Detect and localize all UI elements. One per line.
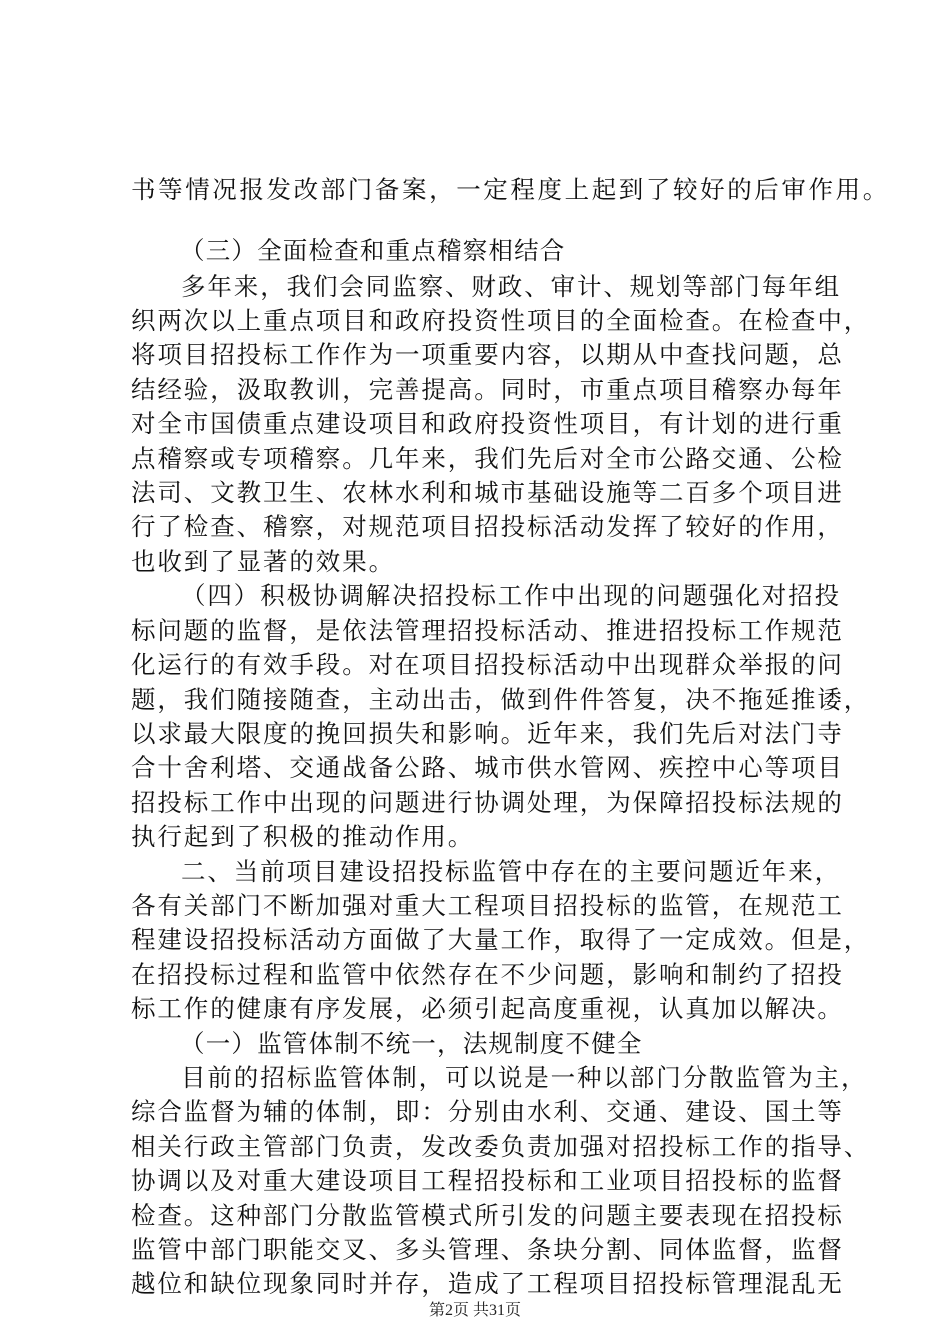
section-heading: 二、当前项目建设招投标监管中存在的主要问题近年来， <box>181 857 841 886</box>
body-line: 程建设招投标活动方面做了大量工作，取得了一定成效。但是， <box>131 925 871 954</box>
body-line: 结经验，汲取教训，完善提高。同时，市重点项目稽察办每年 <box>131 375 844 404</box>
body-line: 越位和缺位现象同时并存，造成了工程项目招投标管理混乱无 <box>131 1269 844 1298</box>
body-line: 对全市国债重点建设项目和政府投资性项目，有计划的进行重 <box>131 409 844 438</box>
body-line: 点稽察或专项稽察。几年来，我们先后对全市公路交通、公检 <box>131 444 844 473</box>
body-line: 各有关部门不断加强对重大工程项目招投标的监管，在规范工 <box>131 891 844 920</box>
body-line: 题，我们随接随查，主动出击，做到件件答复，决不拖延推诿， <box>131 685 871 714</box>
body-line: 标问题的监督，是依法管理招投标活动、推进招投标工作规范 <box>131 616 844 645</box>
body-line: 标工作的健康有序发展，必须引起高度重视，认真加以解决。 <box>131 994 844 1023</box>
section-heading: （一）监管体制不统一，法规制度不健全 <box>180 1029 643 1058</box>
body-line: 执行起到了积极的推动作用。 <box>131 822 475 851</box>
body-line: 也收到了显著的效果。 <box>131 547 395 576</box>
body-line: 法司、文教卫生、农林水利和城市基础设施等二百多个项目进 <box>131 478 844 507</box>
page-number-footer: 第2页 共31页 <box>428 1302 521 1319</box>
body-line: 招投标工作中出现的问题进行协调处理，为保障招投标法规的 <box>131 788 844 817</box>
body-line: 以求最大限度的挽回损失和影响。近年来，我们先后对法门寺 <box>131 719 844 748</box>
body-line: （四）积极协调解决招投标工作中出现的问题强化对招投 <box>181 581 841 610</box>
section-heading: （三）全面检查和重点稽察相结合 <box>180 236 566 265</box>
body-line: 检查。这种部门分散监管模式所引发的问题主要表现在招投标 <box>131 1201 844 1230</box>
body-line: 将项目招投标工作作为一项重要内容，以期从中查找问题，总 <box>131 340 844 369</box>
body-line: 协调以及对重大建设项目工程招投标和工业项目招投标的监督 <box>131 1166 844 1195</box>
body-line: 相关行政主管部门负责，发改委负责加强对招投标工作的指导、 <box>131 1132 871 1161</box>
body-line: 行了检查、稽察，对规范项目招投标活动发挥了较好的作用， <box>131 512 844 541</box>
body-line: 目前的招标监管体制，可以说是一种以部门分散监管为主， <box>181 1063 868 1092</box>
body-line: 监管中部门职能交叉、多头管理、条块分割、同体监督，监督 <box>131 1235 844 1264</box>
body-line: 综合监督为辅的体制，即：分别由水利、交通、建设、国土等 <box>131 1097 844 1126</box>
body-line: 书等情况报发改部门备案，一定程度上起到了较好的后审作用。 <box>131 175 890 204</box>
body-line: 在招投标过程和监管中依然存在不少问题，影响和制约了招投 <box>131 960 844 989</box>
body-line: 合十舍利塔、交通战备公路、城市供水管网、疾控中心等项目 <box>131 753 844 782</box>
body-line: 织两次以上重点项目和政府投资性项目的全面检查。在检查中， <box>131 306 871 335</box>
body-line: 化运行的有效手段。对在项目招投标活动中出现群众举报的问 <box>131 650 844 679</box>
body-line: 多年来，我们会同监察、财政、审计、规划等部门每年组 <box>181 272 841 301</box>
